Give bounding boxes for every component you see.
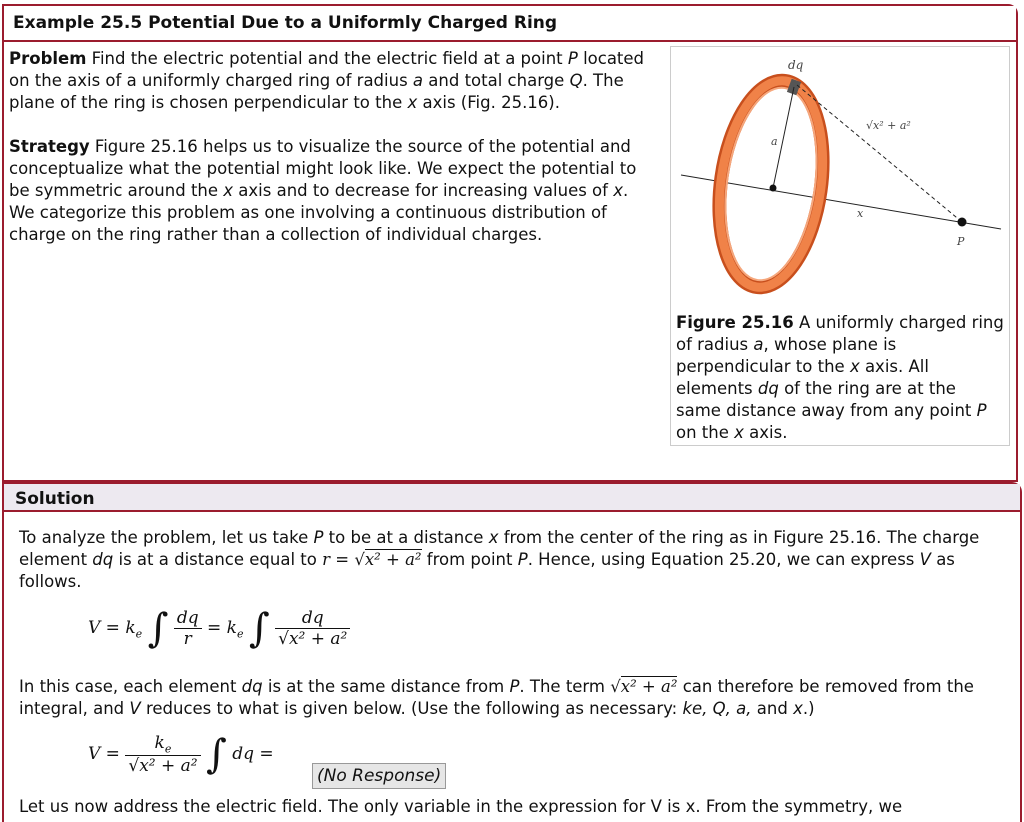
var-x: x — [849, 357, 860, 376]
caption-text: A uniformly charged ring of radius — [676, 313, 1004, 354]
eq1-frac-2 — [275, 608, 350, 649]
var-x: x — [793, 699, 803, 718]
solution-text: as follows. — [19, 550, 955, 591]
eq1-num: dq — [174, 608, 202, 629]
figure-caption — [676, 312, 1006, 444]
solution-paragraph-1 — [19, 527, 1009, 593]
solution-text: In this case, each element — [19, 677, 242, 696]
var-x: x — [488, 528, 499, 547]
var-x: x — [613, 181, 623, 200]
math-sqrt: x² + a² — [620, 677, 678, 696]
eq2-lhs: V = — [88, 744, 126, 765]
eq1-num: dq — [275, 608, 350, 629]
solution-text: . Hence, using Equation 25.20, we can express — [527, 550, 920, 569]
eq2-den-sqrt: x² + a² — [139, 756, 198, 777]
eq2-frac — [125, 733, 200, 776]
strategy-text: . We categorize this problem as one involving a continuous distribution of charge on the ring rather than a collection of individual charges. — [9, 181, 629, 244]
eq1-frac-1 — [174, 608, 202, 649]
caption-label: Figure 25.16 — [676, 313, 794, 332]
solution-text: can therefore be removed from the integral, and — [19, 677, 974, 718]
eq2-tail: dq = — [232, 744, 274, 765]
eq2-num — [125, 733, 200, 756]
problem-paragraph — [9, 48, 649, 114]
solution-title: Solution — [4, 484, 1020, 512]
math-sqrt: x² + a² — [364, 550, 422, 569]
sqrt-sign-icon: √ — [354, 550, 365, 569]
eq2-num-sub: e — [164, 742, 172, 756]
var-x: x — [223, 181, 234, 200]
eq1-den-sqrt: x² + a² — [288, 629, 348, 649]
problem-text: axis (Fig. 25.16). — [417, 93, 560, 112]
problem-text: and total charge — [423, 71, 570, 90]
strategy-label: Strategy — [9, 137, 90, 156]
caption-text: axis. All elements — [676, 357, 929, 398]
problem-text: . The plane of the ring is chosen perpendicular to the — [9, 71, 624, 112]
problem-statement — [9, 48, 649, 266]
var-V: V — [129, 699, 141, 718]
solution-text: and — [751, 699, 794, 718]
math-r-eq: r = — [322, 550, 355, 569]
equation-2 — [88, 733, 274, 776]
sqrt-sign-icon: √ — [610, 677, 621, 696]
label-x: x — [857, 207, 864, 220]
solution-text: To analyze the problem, let us take — [19, 528, 314, 547]
var-dq: dq — [241, 677, 263, 696]
strategy-text: Figure 25.16 helps us to visualize the source of the potential and conceptualize what the potential might look like. We expect the potential to be symmetric around the — [9, 137, 637, 200]
strategy-text: axis and to decrease for increasing values of — [233, 181, 614, 200]
label-P: P — [957, 235, 965, 248]
var-a: a — [412, 71, 424, 90]
var-P: P — [567, 49, 578, 68]
label-dq: dq — [788, 58, 804, 72]
caption-text: axis. — [743, 423, 788, 442]
solution-text: reduces to what is given below. (Use the following as necessary: — [140, 699, 683, 718]
integral-icon: ∫ — [248, 605, 270, 652]
solution-text: from the center of the ring as in Figure 25.16. The charge element — [19, 528, 980, 569]
var-list: ke, Q, a, — [682, 699, 752, 718]
label-sqrt: √x² + a² — [866, 119, 911, 132]
var-dq: dq — [92, 550, 114, 569]
solution-text: from point — [421, 550, 518, 569]
eq2-den: √x² + a² — [128, 756, 198, 777]
response-field[interactable]: (No Response) — [312, 763, 446, 789]
solution-text: . The term — [519, 677, 611, 696]
solution-text: to be at a distance — [323, 528, 489, 547]
var-Q: Q — [569, 71, 583, 90]
caption-text: , whose plane is perpendicular to the — [676, 335, 897, 376]
solution-text: is at a distance equal to — [113, 550, 323, 569]
solution-text: is at the same distance from — [262, 677, 510, 696]
eq2-num-k: k — [154, 733, 165, 753]
eq1-den: r — [183, 629, 192, 649]
eq1-lhs: V = k — [88, 618, 136, 638]
integral-icon: ∫ — [147, 605, 169, 652]
strategy-paragraph — [9, 136, 649, 246]
var-dq: dq — [757, 379, 779, 398]
label-a: a — [771, 135, 778, 148]
var-x: x — [734, 423, 744, 442]
equation-1 — [88, 605, 350, 652]
solution-paragraph-3: Let us now address the electric field. The only variable in the expression for V is x. From the symmetry, we — [19, 797, 903, 816]
problem-label: Problem — [9, 49, 87, 68]
var-P: P — [313, 528, 324, 547]
var-a: a — [753, 335, 764, 354]
eq1-mid: = k — [206, 618, 237, 638]
caption-text: of the ring are at the same distance away from any point — [676, 379, 977, 420]
problem-text: Find the electric potential and the electric field at a point — [86, 49, 568, 68]
problem-text: located on the axis of a uniformly charged ring of radius — [9, 49, 645, 90]
integral-icon: ∫ — [206, 731, 227, 778]
var-x: x — [407, 93, 418, 112]
eq1-sub: e — [135, 627, 143, 641]
example-title: Example 25.5 Potential Due to a Uniformly Charged Ring — [4, 6, 1016, 42]
var-P: P — [517, 550, 528, 569]
eq1-den: √x² + a² — [278, 629, 348, 649]
solution-text: .) — [802, 699, 815, 718]
charged-ring-figure — [671, 47, 1009, 307]
var-V: V — [919, 550, 931, 569]
caption-text: on the — [676, 423, 735, 442]
var-P: P — [976, 401, 987, 420]
solution-paragraph-2 — [19, 676, 1009, 720]
var-P: P — [509, 677, 520, 696]
eq1-sub: e — [236, 627, 244, 641]
